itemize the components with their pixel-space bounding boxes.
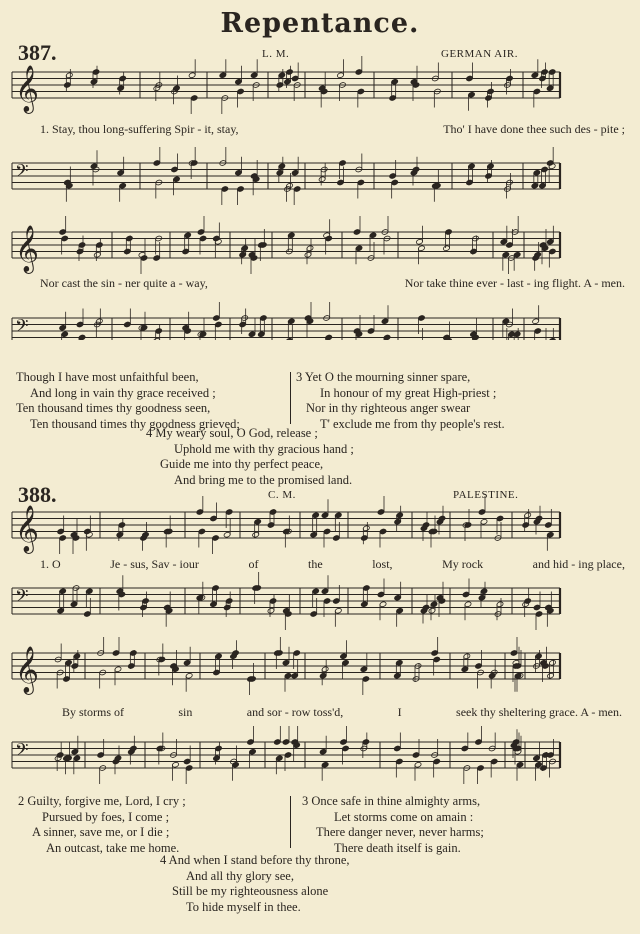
verse-line: There death itself is gain. xyxy=(334,840,461,855)
hymn-388-verse-4 xyxy=(160,853,350,915)
hymn-387-verse-2 xyxy=(14,370,240,432)
hymn-387-verse-3 xyxy=(296,370,505,432)
staff-387-bass-2 xyxy=(12,302,560,340)
verse-line: 4 And when I stand before thy throne, xyxy=(160,853,350,867)
verse-line: And long in vain thy grace received ; xyxy=(30,385,216,400)
staff-388-bass-2 xyxy=(12,726,560,784)
hymn-388-tune: PALESTINE. xyxy=(453,489,519,501)
verse-line: 3 Yet O the mourning sinner spare, xyxy=(296,370,471,384)
lyric-segment: sin xyxy=(178,705,193,719)
treble-clef-icon: 𝄞 xyxy=(15,646,39,693)
lyric-segment: Nor take thine ever - last - ing flight. A - men. xyxy=(404,276,625,290)
bass-clef-icon: 𝄢 xyxy=(15,316,29,340)
lyric-segment: Tho' I have done thee such des - pite ; xyxy=(443,122,625,136)
lyric-segment: 1. O xyxy=(40,557,61,571)
lyric-segment: My rock xyxy=(442,557,484,571)
verse-line: A sinner, save me, or I die ; xyxy=(32,825,170,839)
staff-387-bass-1 xyxy=(12,147,560,205)
verse-line: 2 Guilty, forgive me, Lord, I cry ; xyxy=(18,794,186,808)
bass-clef-icon: 𝄢 xyxy=(15,586,29,610)
staff-387-treble-1 xyxy=(12,56,560,114)
lyric-segment: of xyxy=(248,557,259,571)
verse-line: In honour of my great High-priest ; xyxy=(320,385,497,400)
verse-line: And bring me to the promised land. xyxy=(174,472,353,487)
hymn-388-music-staves xyxy=(0,490,640,790)
lyric-segment: Nor cast the sin - ner quite a - way, xyxy=(40,276,208,290)
lyric-segment: and sor - row toss'd, xyxy=(246,705,344,719)
lyric-segment: I xyxy=(397,705,402,719)
hymn-number-387: 387. xyxy=(18,40,57,65)
hymn-388-lyric-line-2 xyxy=(62,705,622,720)
verse-line: Though I have most unfaithful been, xyxy=(16,370,199,384)
verse-line: 3 Once safe in thine almighty arms, xyxy=(302,794,481,808)
page-title: Repentance. xyxy=(220,8,420,39)
hymn-number-388: 388. xyxy=(18,482,57,507)
verse-line: There danger never, never harms; xyxy=(316,825,484,839)
lyric-segment: By storms of xyxy=(62,705,125,719)
verse-line: Let storms come on amain : xyxy=(334,809,474,824)
hymn-387-lyric-line-1 xyxy=(40,122,625,137)
hymn-387-lyric-line-2 xyxy=(40,276,625,291)
verse-line: Guide me into thy perfect peace, xyxy=(160,457,324,471)
treble-clef-icon: 𝄞 xyxy=(15,225,39,272)
verse-line: An outcast, take me home. xyxy=(46,840,180,855)
verse-line: Nor in thy righteous anger swear xyxy=(306,401,471,415)
hymn-387-tune: GERMAN AIR. xyxy=(441,48,519,60)
verse-divider xyxy=(290,372,291,424)
hymn-388-verse-3 xyxy=(302,794,484,856)
verse-line: Pursued by foes, I come ; xyxy=(42,809,170,824)
lyric-segment: 1. Stay, thou long-suffering Spir - it, stay, xyxy=(40,122,239,136)
bass-clef-icon: 𝄢 xyxy=(15,740,29,764)
lyric-segment: Je - sus, Sav - iour xyxy=(110,557,199,571)
hymn-388-verse-2 xyxy=(18,794,186,856)
lyric-segment: the xyxy=(307,557,323,571)
verse-divider xyxy=(290,796,291,848)
verse-line: Uphold me with thy gracious hand ; xyxy=(174,441,354,456)
hymn-388-meter: C. M. xyxy=(268,489,296,501)
verse-line: Ten thousand times thy goodness grieved; xyxy=(30,416,240,431)
staff-388-bass-1 xyxy=(12,572,560,630)
hymn-387-verse-4 xyxy=(146,426,354,488)
verse-line: And all thy glory see, xyxy=(186,868,294,883)
treble-clef-icon: 𝄞 xyxy=(15,65,39,112)
staff-387-treble-2 xyxy=(12,216,560,274)
treble-clef-icon: 𝄞 xyxy=(15,505,39,552)
verse-line: Still be my righteousness alone xyxy=(172,884,329,898)
lyric-segment: lost, xyxy=(372,557,393,571)
lyric-segment: seek thy sheltering grace. A - men. xyxy=(456,705,622,719)
staff-388-treble-1 xyxy=(12,496,560,554)
lyric-segment: and hid - ing place, xyxy=(532,557,625,571)
staff-388-treble-2 xyxy=(12,637,560,695)
hymn-387-meter: L. M. xyxy=(262,48,290,60)
verse-line: Ten thousand times thy goodness seen, xyxy=(16,401,211,415)
bass-clef-icon: 𝄢 xyxy=(15,161,29,185)
hymn-388-lyric-line-1 xyxy=(40,557,625,572)
verse-line: T' exclude me from thy people's rest. xyxy=(320,416,505,431)
verse-line: 4 My weary soul, O God, release ; xyxy=(146,426,318,440)
verse-line: To hide myself in thee. xyxy=(186,899,301,914)
